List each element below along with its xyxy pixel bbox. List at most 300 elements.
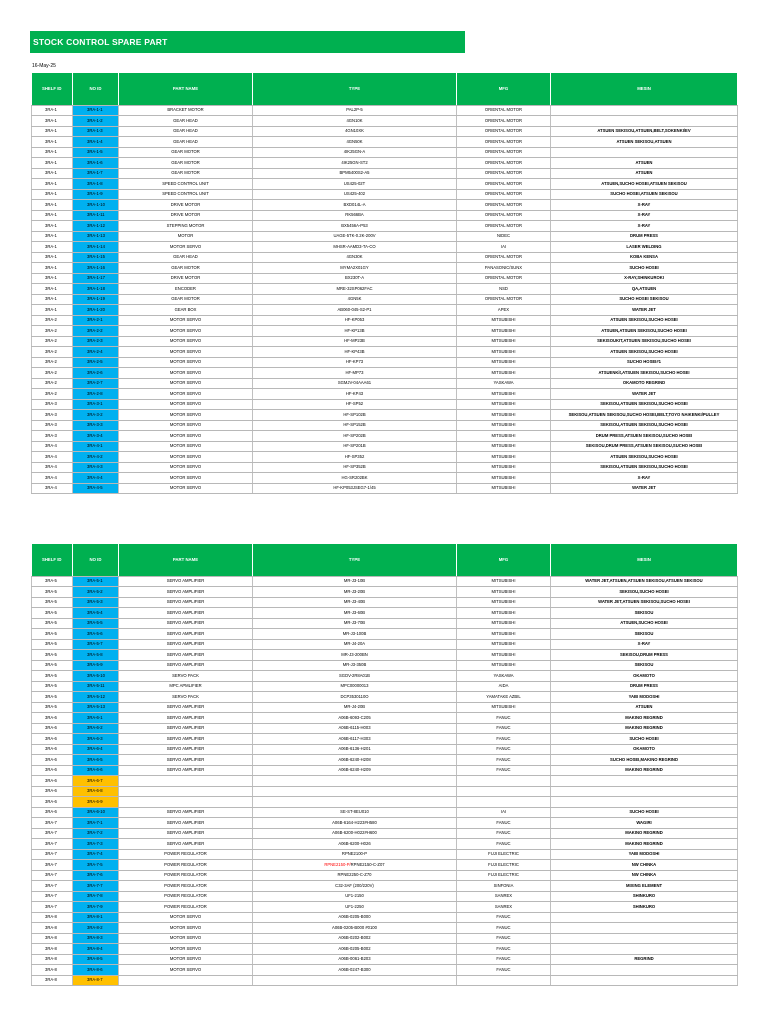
- cell-type: HF-SP102B: [253, 410, 457, 421]
- cell-no-id: 3RA-5-13: [73, 702, 119, 713]
- cell-mesin: SEKISOU,DRUM PRESS,ATSUEN SEKISOU,SUCHO HOSEI: [551, 441, 738, 452]
- cell-mesin: SEKISOU,ATSUEN SEKISOU,SUCHO HOSEI: [551, 420, 738, 431]
- cell-type: MR-J3-350B: [253, 660, 457, 671]
- cell-shelf-id: 3RA-6: [32, 755, 73, 766]
- cell-no-id: 3RA-8-1: [73, 912, 119, 923]
- cell-mfg: MITSUBISHI: [457, 326, 551, 337]
- cell-type: RPNE2150-P/RPNE2150-C-Z07: [253, 860, 457, 871]
- cell-mfg: MITSUBISHI: [457, 576, 551, 587]
- cell-no-id: 3RA-8-2: [73, 923, 119, 934]
- cell-no-id: 3RA-7-9: [73, 902, 119, 913]
- cell-type: HF-SP352: [253, 452, 457, 463]
- cell-no-id: 3RA-6-3: [73, 734, 119, 745]
- cell-type: DCP3530110O: [253, 692, 457, 703]
- cell-mfg: ORIENTAL MOTOR: [457, 116, 551, 127]
- cell-type: SGMJV-04AAA61: [253, 378, 457, 389]
- cell-mesin: SEKISOU,SUCHO HOSEI: [551, 587, 738, 598]
- cell-no-id: 3RA-6-8: [73, 786, 119, 797]
- cell-type: MRE-32SP062FAC: [253, 284, 457, 295]
- cell-type: RK566BA: [253, 210, 457, 221]
- cell-type: BX5456A-P53: [253, 221, 457, 232]
- table-row: [32, 860, 738, 871]
- cell-shelf-id: 3RA-1: [32, 179, 73, 190]
- cell-part-name: DRIVE MOTOR: [119, 200, 253, 211]
- header-part-name: PART NAME: [119, 73, 253, 105]
- cell-mesin: SEKISOU,ATSUEN SEKISOU,SUCHO HOSEI,BELT,TOYO NAIKENKI/PULLEY: [551, 410, 738, 421]
- cell-mfg: FANUC: [457, 765, 551, 776]
- header-no-id: NO ID: [73, 544, 119, 576]
- cell-mfg: SANREX: [457, 891, 551, 902]
- cell-type: HF-SP52: [253, 399, 457, 410]
- cell-mfg: MITSUBISHI: [457, 650, 551, 661]
- table-row: [32, 818, 738, 829]
- cell-part-name: SERVO PACK: [119, 671, 253, 682]
- cell-type: 4GN10XK: [253, 126, 457, 137]
- table-header-row: [32, 73, 738, 105]
- table-row: [32, 431, 738, 442]
- cell-part-name: POWER REGULATOR: [119, 849, 253, 860]
- cell-type: A06B-6240-H209: [253, 765, 457, 776]
- cell-shelf-id: 3RA-6: [32, 765, 73, 776]
- cell-part-name: SERVO AMPLIFIER: [119, 576, 253, 587]
- cell-mfg: [457, 797, 551, 808]
- cell-part-name: DRIVE MOTOR: [119, 210, 253, 221]
- cell-mesin: WATER JET,ATSUEN SEKISOU,SUCHO HOSEI: [551, 597, 738, 608]
- cell-type: MHSR-AAMD3-TA-CO: [253, 242, 457, 253]
- cell-shelf-id: 3RA-5: [32, 639, 73, 650]
- cell-mfg: MITSUBISHI: [457, 473, 551, 484]
- cell-mesin: SUCHO HOSEI,ATSUEN SEKISOU: [551, 189, 738, 200]
- cell-mesin: QA,ATSUEN: [551, 284, 738, 295]
- cell-type: MR-J3-40B: [253, 597, 457, 608]
- cell-no-id: 3RA-5-10: [73, 671, 119, 682]
- cell-part-name: MOTOR: [119, 231, 253, 242]
- cell-mesin: [551, 933, 738, 944]
- table-row: [32, 713, 738, 724]
- cell-type: HF-SP152B: [253, 420, 457, 431]
- cell-mesin: SUCHO HOSEI: [551, 807, 738, 818]
- cell-mfg: MITSUBISHI: [457, 597, 551, 608]
- cell-shelf-id: 3RA-3: [32, 431, 73, 442]
- cell-no-id: 3RA-3-4: [73, 431, 119, 442]
- cell-shelf-id: 3RA-2: [32, 315, 73, 326]
- cell-type: A06B-0061-B203: [253, 954, 457, 965]
- cell-part-name: MOTOR SERVO: [119, 441, 253, 452]
- table-row: [32, 723, 738, 734]
- table-row: [32, 336, 738, 347]
- cell-no-id: 3RA-1-4: [73, 137, 119, 148]
- cell-type: A06B-0202-B002: [253, 933, 457, 944]
- cell-shelf-id: 3RA-7: [32, 849, 73, 860]
- cell-mfg: MITSUBISHI: [457, 389, 551, 400]
- cell-shelf-id: 3RA-7: [32, 902, 73, 913]
- cell-type: BX230T-A: [253, 273, 457, 284]
- cell-part-name: MOTOR SERVO: [119, 462, 253, 473]
- cell-shelf-id: 3RA-6: [32, 807, 73, 818]
- table-row: [32, 179, 738, 190]
- cell-type: BPM5400S2-A5: [253, 168, 457, 179]
- cell-mesin: [551, 923, 738, 934]
- cell-mesin: SEKISOU: [551, 608, 738, 619]
- cell-type: UF1-2250: [253, 902, 457, 913]
- cell-mesin: SUCHO HOSEI,MAKINO REGRIND: [551, 755, 738, 766]
- cell-no-id: 3RA-6-6: [73, 765, 119, 776]
- cell-mesin: [551, 105, 738, 116]
- cell-shelf-id: 3RA-5: [32, 671, 73, 682]
- cell-mesin: WAGIRI: [551, 818, 738, 829]
- cell-shelf-id: 3RA-1: [32, 242, 73, 253]
- cell-no-id: 3RA-7-1: [73, 818, 119, 829]
- cell-type: HF-MP73: [253, 368, 457, 379]
- cell-mfg: ORIENTAL MOTOR: [457, 200, 551, 211]
- cell-no-id: 3RA-3-1: [73, 399, 119, 410]
- cell-type: [253, 776, 457, 787]
- cell-part-name: MOTOR SERVO: [119, 933, 253, 944]
- cell-shelf-id: 3RA-7: [32, 881, 73, 892]
- cell-shelf-id: 3RA-4: [32, 452, 73, 463]
- cell-mesin: MAKINO REGRIND: [551, 839, 738, 850]
- cell-mesin: REGRIND: [551, 954, 738, 965]
- header-shelf-id: SHELF ID: [32, 544, 73, 576]
- table-row: [32, 618, 738, 629]
- cell-type: US425-02T: [253, 179, 457, 190]
- cell-shelf-id: 3RA-1: [32, 221, 73, 232]
- cell-mesin: X-RAY,SHINKUROKI: [551, 273, 738, 284]
- cell-mesin: ATSUEN: [551, 702, 738, 713]
- cell-mesin: X-RAY: [551, 221, 738, 232]
- cell-shelf-id: 3RA-1: [32, 189, 73, 200]
- cell-mesin: ATSUEN SEKISOU,ATSUEN,BELT,SOKENKI/EV: [551, 126, 738, 137]
- table-row: [32, 650, 738, 661]
- spare-part-table-2: [31, 544, 738, 986]
- table-row: [32, 923, 738, 934]
- cell-no-id: 3RA-2-1: [73, 315, 119, 326]
- cell-type: MR-J3-20B: [253, 587, 457, 598]
- cell-no-id: 3RA-6-2: [73, 723, 119, 734]
- cell-type: HF-KP43: [253, 389, 457, 400]
- cell-mfg: SINFONIA: [457, 881, 551, 892]
- cell-no-id: 3RA-5-4: [73, 608, 119, 619]
- cell-shelf-id: 3RA-1: [32, 305, 73, 316]
- table-row: [32, 692, 738, 703]
- sheet-title: STOCK CONTROL SPARE PART: [30, 31, 465, 53]
- table-row: [32, 483, 738, 494]
- cell-part-name: POWER REGULATOR: [119, 870, 253, 881]
- cell-no-id: 3RA-4-4: [73, 473, 119, 484]
- cell-part-name: MPC APMLIFIER: [119, 681, 253, 692]
- cell-mfg: MITSUBISHI: [457, 399, 551, 410]
- cell-no-id: 3RA-1-14: [73, 242, 119, 253]
- cell-shelf-id: 3RA-5: [32, 597, 73, 608]
- cell-part-name: SERVO AMPLIFIER: [119, 755, 253, 766]
- cell-shelf-id: 3RA-1: [32, 116, 73, 127]
- cell-mfg: AIDA: [457, 681, 551, 692]
- cell-mesin: [551, 116, 738, 127]
- cell-shelf-id: 3RA-7: [32, 839, 73, 850]
- table-row: [32, 462, 738, 473]
- cell-shelf-id: 3RA-5: [32, 629, 73, 640]
- table-row: [32, 755, 738, 766]
- table-row: [32, 473, 738, 484]
- table-row: [32, 576, 738, 587]
- cell-mfg: MITSUBISHI: [457, 629, 551, 640]
- cell-type: MR-J4-20B: [253, 702, 457, 713]
- cell-part-name: GEAR MOTOR: [119, 147, 253, 158]
- cell-mfg: ORIENTAL MOTOR: [457, 126, 551, 137]
- cell-mesin: [551, 975, 738, 986]
- cell-type: 4GN5K: [253, 294, 457, 305]
- cell-mesin: KOBA KENSA: [551, 252, 738, 263]
- table-row: [32, 263, 738, 274]
- cell-shelf-id: 3RA-1: [32, 231, 73, 242]
- table-row: [32, 975, 738, 986]
- cell-no-id: 3RA-7-5: [73, 860, 119, 871]
- table-row: [32, 891, 738, 902]
- table-row: [32, 965, 738, 976]
- cell-mfg: FUJI ELECTRIC: [457, 849, 551, 860]
- table-row: [32, 702, 738, 713]
- cell-shelf-id: 3RA-2: [32, 378, 73, 389]
- cell-no-id: 3RA-8-7: [73, 975, 119, 986]
- cell-mesin: LASER WELDING: [551, 242, 738, 253]
- cell-mfg: MITSUBISHI: [457, 431, 551, 442]
- cell-mfg: ORIENTAL MOTOR: [457, 294, 551, 305]
- cell-mfg: YAMATAKE AZBIL: [457, 692, 551, 703]
- cell-mfg: ORIENTAL MOTOR: [457, 221, 551, 232]
- cell-part-name: MOTOR SERVO: [119, 923, 253, 934]
- header-shelf-id: SHELF ID: [32, 73, 73, 105]
- cell-mfg: [457, 776, 551, 787]
- table-row: [32, 681, 738, 692]
- cell-shelf-id: 3RA-5: [32, 702, 73, 713]
- cell-shelf-id: 3RA-1: [32, 273, 73, 284]
- cell-shelf-id: 3RA-7: [32, 828, 73, 839]
- cell-part-name: GEAR MOTOR: [119, 168, 253, 179]
- cell-part-name: SERVO AMPLIFIER: [119, 702, 253, 713]
- cell-type: 4IK25GN-ST2: [253, 158, 457, 169]
- cell-mfg: YASKAWA: [457, 378, 551, 389]
- cell-no-id: 3RA-8-4: [73, 944, 119, 955]
- cell-mfg: FUJI ELECTRIC: [457, 870, 551, 881]
- cell-shelf-id: 3RA-1: [32, 284, 73, 295]
- header-no-id: NO ID: [73, 73, 119, 105]
- cell-mfg: FANUC: [457, 744, 551, 755]
- cell-shelf-id: 3RA-5: [32, 681, 73, 692]
- cell-type: A06B-0247-B300: [253, 965, 457, 976]
- cell-mesin: ATSUEN SEKISOU,SUCHO HOSEI: [551, 315, 738, 326]
- cell-type: HF-KP13B: [253, 326, 457, 337]
- cell-mesin: SEKISOUKIT,ATSUEN SEKISOU,SUCHO HOSEI: [551, 336, 738, 347]
- table-row: [32, 671, 738, 682]
- cell-part-name: DRIVE MOTOR: [119, 273, 253, 284]
- cell-mesin: YABI MODOSHI: [551, 849, 738, 860]
- table-row: [32, 441, 738, 452]
- cell-part-name: SPEED CONTROL UNIT: [119, 189, 253, 200]
- cell-mesin: MAKINO REGRIND: [551, 713, 738, 724]
- table-row: [32, 765, 738, 776]
- cell-mesin: NW CHINKA: [551, 860, 738, 871]
- table-row: [32, 231, 738, 242]
- cell-type: A06B-0205-B000: [253, 912, 457, 923]
- cell-type: HF-MP23B: [253, 336, 457, 347]
- cell-no-id: 3RA-1-11: [73, 210, 119, 221]
- cell-no-id: 3RA-1-16: [73, 263, 119, 274]
- table-row: [32, 284, 738, 295]
- cell-shelf-id: 3RA-6: [32, 786, 73, 797]
- cell-type: MR-J3-100B: [253, 629, 457, 640]
- table-row: [32, 660, 738, 671]
- cell-shelf-id: 3RA-8: [32, 912, 73, 923]
- cell-type: MR-J3-10B: [253, 576, 457, 587]
- table-row: [32, 378, 738, 389]
- table-row: [32, 452, 738, 463]
- cell-no-id: 3RA-2-6: [73, 368, 119, 379]
- cell-shelf-id: 3RA-4: [32, 441, 73, 452]
- cell-mfg: MITSUBISHI: [457, 462, 551, 473]
- table-row: [32, 828, 738, 839]
- cell-mesin: DRUM PRESS,ATSUEN SEKISOU,SUCHO HOSEI: [551, 431, 738, 442]
- cell-no-id: 3RA-8-5: [73, 954, 119, 965]
- cell-part-name: MOTOR SERVO: [119, 399, 253, 410]
- cell-type: HF-KP053: [253, 315, 457, 326]
- cell-type: UF1-2150: [253, 891, 457, 902]
- cell-mesin: DRUM PRESS: [551, 681, 738, 692]
- cell-mesin: [551, 147, 738, 158]
- cell-mfg: [457, 975, 551, 986]
- cell-part-name: SERVO AMPLIFIER: [119, 618, 253, 629]
- table-row: [32, 797, 738, 808]
- cell-mesin: X-RAY: [551, 473, 738, 484]
- cell-shelf-id: 3RA-1: [32, 168, 73, 179]
- cell-no-id: 3RA-7-8: [73, 891, 119, 902]
- cell-type: [253, 975, 457, 986]
- cell-mfg: MITSUBISHI: [457, 608, 551, 619]
- cell-shelf-id: 3RA-7: [32, 818, 73, 829]
- cell-mesin: ATSUEN SEKISOU,ATSUEN: [551, 137, 738, 148]
- cell-mesin: MIXING ELEMENT: [551, 881, 738, 892]
- cell-mfg: MITSUBISHI: [457, 660, 551, 671]
- cell-mfg: ORIENTAL MOTOR: [457, 105, 551, 116]
- cell-no-id: 3RA-1-6: [73, 158, 119, 169]
- table-row: [32, 870, 738, 881]
- cell-part-name: MOTOR SERVO: [119, 378, 253, 389]
- table-row: [32, 954, 738, 965]
- cell-no-id: 3RA-2-4: [73, 347, 119, 358]
- cell-part-name: SERVO AMPLIFIER: [119, 818, 253, 829]
- table-row: [32, 786, 738, 797]
- header-type: TYPE: [253, 73, 457, 105]
- cell-shelf-id: 3RA-1: [32, 158, 73, 169]
- cell-type: [253, 786, 457, 797]
- cell-type: A06B-6200-H022#H600: [253, 828, 457, 839]
- cell-shelf-id: 3RA-3: [32, 399, 73, 410]
- cell-part-name: GEAR MOTOR: [119, 158, 253, 169]
- table-row: [32, 105, 738, 116]
- table-row: [32, 200, 738, 211]
- cell-shelf-id: 3RA-2: [32, 389, 73, 400]
- cell-part-name: MOTOR SERVO: [119, 368, 253, 379]
- cell-shelf-id: 3RA-5: [32, 608, 73, 619]
- cell-no-id: 3RA-5-6: [73, 629, 119, 640]
- cell-type: 4GN30K: [253, 252, 457, 263]
- table-row: [32, 389, 738, 400]
- cell-mesin: NW CHINKA: [551, 870, 738, 881]
- cell-no-id: 3RA-2-8: [73, 389, 119, 400]
- cell-mfg: MITSUBISHI: [457, 336, 551, 347]
- cell-shelf-id: 3RA-8: [32, 933, 73, 944]
- cell-mesin: MAKINO REGRIND: [551, 765, 738, 776]
- cell-part-name: MOTOR SERVO: [119, 410, 253, 421]
- cell-no-id: 3RA-3-3: [73, 420, 119, 431]
- cell-mesin: ATSUEN SEKISOU,SUCHO HOSEI: [551, 347, 738, 358]
- cell-type: HF-KP73: [253, 357, 457, 368]
- cell-mesin: MAKINO REGRIND: [551, 723, 738, 734]
- cell-no-id: 3RA-1-15: [73, 252, 119, 263]
- cell-mfg: FANUC: [457, 912, 551, 923]
- table-row: [32, 849, 738, 860]
- cell-type: RPNE2250-C-Z70: [253, 870, 457, 881]
- cell-part-name: POWER REGULATOR: [119, 902, 253, 913]
- table-row: [32, 629, 738, 640]
- cell-type: A06B-6115-H003: [253, 723, 457, 734]
- cell-part-name: MOTOR SERVO: [119, 326, 253, 337]
- spare-part-table-1: [31, 73, 738, 494]
- cell-mfg: ORIENTAL MOTOR: [457, 179, 551, 190]
- cell-mesin: DRUM PRESS: [551, 231, 738, 242]
- cell-type: HG-SR202BK: [253, 473, 457, 484]
- table-header-row: [32, 544, 738, 576]
- cell-no-id: 3RA-5-5: [73, 618, 119, 629]
- cell-mesin: ATSUEN: [551, 168, 738, 179]
- cell-mfg: MITSUBISHI: [457, 587, 551, 598]
- cell-mfg: IAI: [457, 242, 551, 253]
- cell-type: A06B-6164-H223#H580: [253, 818, 457, 829]
- cell-shelf-id: 3RA-6: [32, 734, 73, 745]
- cell-no-id: 3RA-1-8: [73, 179, 119, 190]
- table-row: [32, 116, 738, 127]
- cell-no-id: 3RA-6-4: [73, 744, 119, 755]
- cell-shelf-id: 3RA-5: [32, 587, 73, 598]
- cell-part-name: GEAR HEAD: [119, 116, 253, 127]
- cell-part-name: SERVO AMPLIFIER: [119, 608, 253, 619]
- cell-type: MR-J3-70B: [253, 618, 457, 629]
- header-part-name: PART NAME: [119, 544, 253, 576]
- cell-mfg: FANUC: [457, 818, 551, 829]
- cell-mfg: [457, 786, 551, 797]
- cell-no-id: 3RA-6-10: [73, 807, 119, 818]
- cell-mfg: ORIENTAL MOTOR: [457, 147, 551, 158]
- cell-part-name: MOTOR SERVO: [119, 389, 253, 400]
- cell-no-id: 3RA-4-1: [73, 441, 119, 452]
- cell-mfg: MITSUBISHI: [457, 483, 551, 494]
- cell-no-id: 3RA-6-1: [73, 713, 119, 724]
- table-row: [32, 881, 738, 892]
- cell-no-id: 3RA-3-2: [73, 410, 119, 421]
- cell-mfg: SANREX: [457, 902, 551, 913]
- cell-part-name: SERVO AMPLIFIER: [119, 639, 253, 650]
- table-row: [32, 326, 738, 337]
- cell-type: MR-J3-60B: [253, 608, 457, 619]
- cell-shelf-id: 3RA-1: [32, 200, 73, 211]
- cell-no-id: 3RA-8-3: [73, 933, 119, 944]
- cell-mfg: FUJI ELECTRIC: [457, 860, 551, 871]
- cell-no-id: 3RA-5-9: [73, 660, 119, 671]
- cell-shelf-id: 3RA-6: [32, 713, 73, 724]
- table-row: [32, 776, 738, 787]
- cell-mfg: APEX: [457, 305, 551, 316]
- cell-type: SGDV-2R8A01B: [253, 671, 457, 682]
- table-row: [32, 944, 738, 955]
